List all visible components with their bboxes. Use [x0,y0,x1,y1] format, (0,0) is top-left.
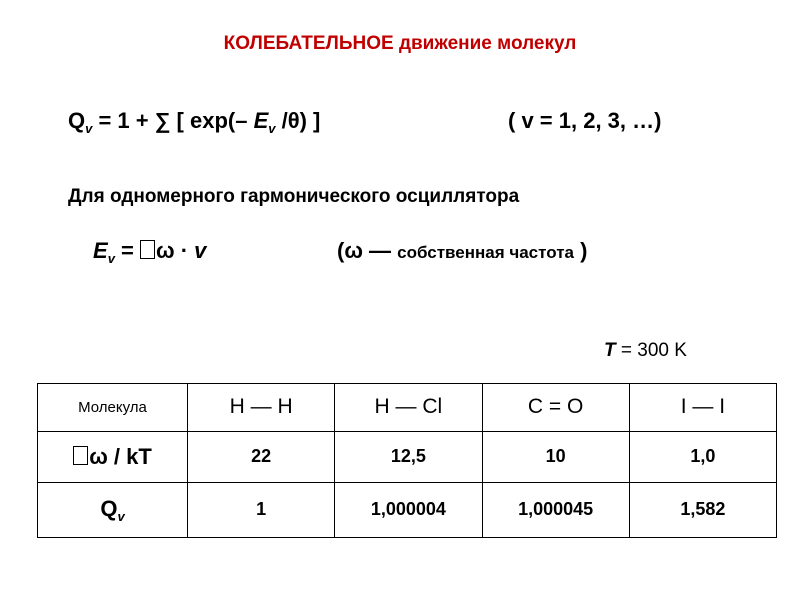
table-row [38,482,777,537]
frequency-note-close: ) [573,238,588,263]
table-cell: 12,5 [335,431,482,482]
dot-operator: · [174,238,195,263]
summation-range: ( v = 1, 2, 3, …) [508,108,662,133]
row-label-omega [38,431,188,482]
omega-symbol: ω [156,238,175,263]
table-cell: 1,000004 [335,482,482,537]
frequency-note-open: (ω — [337,238,398,263]
formula1-tail: /θ) ] [275,108,321,133]
table-header-row [38,384,777,432]
table-cell: 1,0 [629,431,776,482]
table-cell: 10 [482,431,629,482]
table-cell: 1,000045 [482,482,629,537]
oscillator-subheading: Для одномерного гармонического осциллятора [68,186,520,207]
table-header-cell: Молекула [38,384,188,432]
table-row [38,431,777,482]
temperature-label [604,340,687,362]
energy-symbol-2: E [93,238,108,263]
energy-formula [93,238,206,266]
energy-subscript: v [268,121,276,136]
row-label-text: ω / kT [89,443,152,469]
q-symbol: Q [68,108,86,133]
table-header-cell: H — Cl [335,384,482,432]
table-header-cell: I — I [629,384,776,432]
table-header-cell: C = O [482,384,629,432]
quantum-number: v [194,238,207,263]
equals-sign: = [114,238,140,263]
energy-subscript-2: v [107,251,115,266]
temperature-value: = 300 K [615,340,687,361]
table-cell: 1 [188,482,335,537]
table-cell: 22 [188,431,335,482]
row-label-q [38,482,188,537]
temperature-symbol: T [604,340,616,361]
hbar-placeholder-icon [73,446,88,465]
energy-symbol: E [253,108,269,133]
row-label-text: Q [100,495,118,521]
table-cell: 1,582 [629,482,776,537]
frequency-note-text: собственная частота [397,243,574,262]
row-label-subscript: v [117,508,125,524]
hbar-placeholder-icon [140,240,155,259]
partition-function-formula [68,108,320,136]
frequency-note [337,238,587,264]
formula1-middle: = 1 + ∑ [ exp(– [92,108,254,133]
q-subscript: v [85,121,93,136]
molecule-table [37,383,777,538]
table-header-cell: H — H [188,384,335,432]
page-title: КОЛЕБАТЕЛЬНОЕ движение молекул [223,33,577,54]
